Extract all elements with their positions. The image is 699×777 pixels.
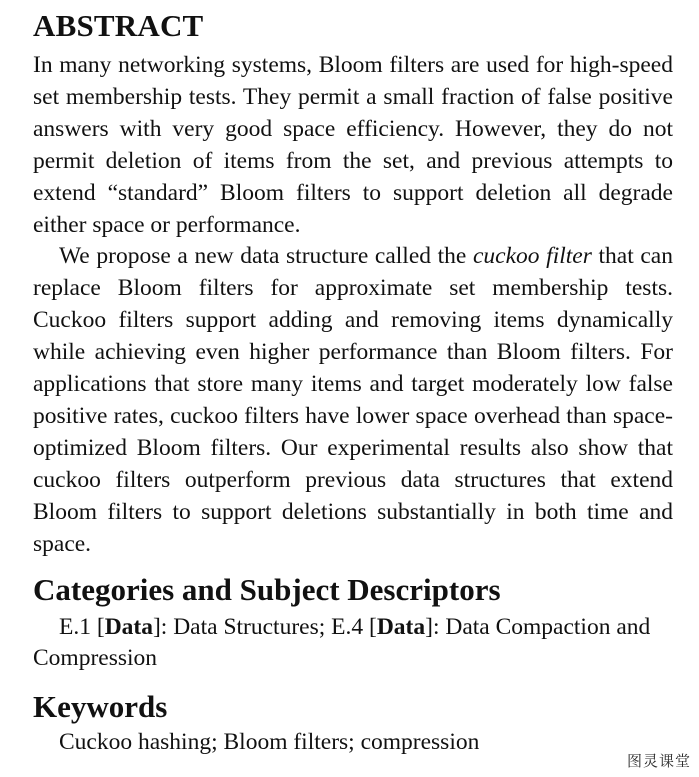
abstract-paragraph-2-start: We propose a new data structure called the [59, 243, 473, 270]
categories-heading: Categories and Subject Descriptors [33, 571, 501, 607]
category-e1-desc: ]: Data Structures; [152, 613, 332, 640]
keywords-section [33, 688, 673, 759]
categories-section [33, 571, 673, 676]
keywords-heading: Keywords [33, 689, 168, 725]
cuckoo-filter-term: cuckoo filter [472, 243, 592, 270]
keywords-text: Cuckoo hashing; Bloom filters; compression [59, 729, 480, 756]
categories-text [33, 612, 673, 676]
abstract-paragraph-1: In many networking systems, Bloom filters are used for high-speed set membership tests. They permit a small fraction of false positive answers with very good space efficiency. However, they do not permit deletion of items from the set, and previous attempts to extend “standard” Bloom filters to support deletion all degrade either space or performance. [33, 52, 673, 238]
abstract-paragraph-2 [33, 241, 673, 560]
category-e4-code: E.4 [ [331, 613, 377, 640]
category-e4-bold: Data [376, 613, 426, 640]
category-e1-code: E.1 [ [59, 613, 105, 640]
paper-page [33, 6, 673, 759]
category-e4-desc: ]: Data Compaction and Compression [33, 613, 651, 672]
watermark: 图灵课堂 [626, 752, 691, 770]
abstract-heading: ABSTRACT [33, 8, 204, 43]
abstract-section [33, 6, 673, 561]
category-e1-bold: Data [104, 613, 153, 640]
abstract-paragraph-2-rest: that can replace Bloom filters for approximate set membership tests. Cuckoo filters support adding and removing items dynamically while achieving even higher performance than Bloom filters. For applications that store many items and target moderately low false positive rates, cuckoo filters have lower space overhead than space-optimized Bloom filters. Our experimental results also show that cuckoo filters outperform previous data structures that extend Bloom filters to support deletions substantially in both time and space. [33, 243, 673, 557]
